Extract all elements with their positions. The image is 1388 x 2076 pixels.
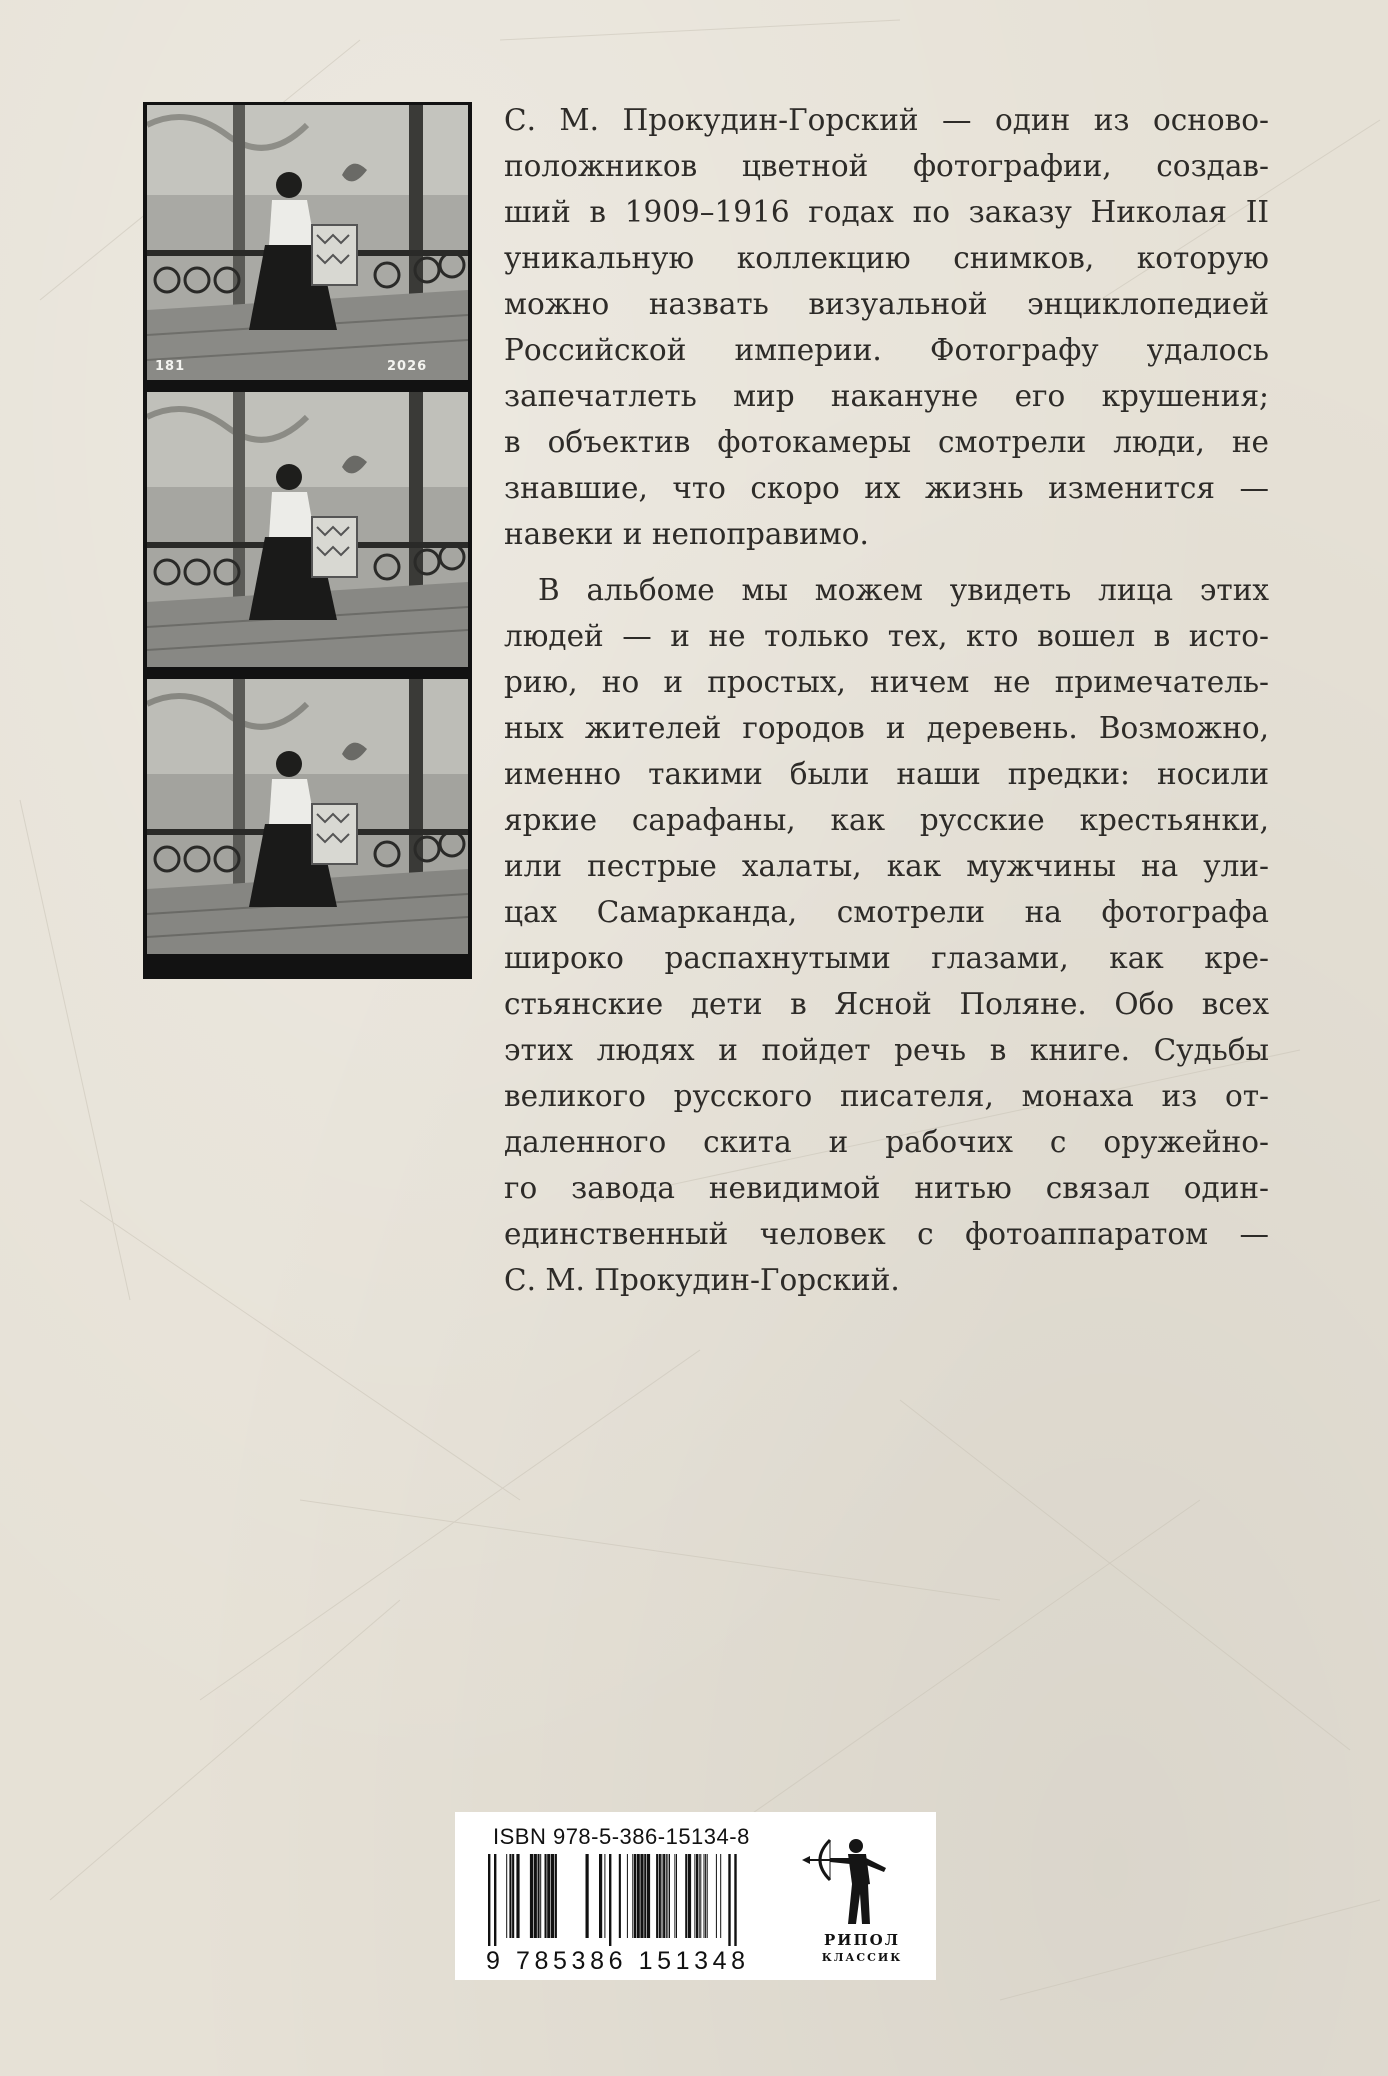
film-strip <box>143 102 472 979</box>
barcode-bar <box>704 1854 705 1938</box>
barcode-bar <box>604 1854 605 1938</box>
barcode-bar <box>674 1854 675 1938</box>
isbn-label: ISBN 978-5-386-15134-8 <box>493 1824 750 1849</box>
barcode-bar <box>512 1854 514 1938</box>
barcode-bar <box>530 1854 533 1938</box>
barcode-bar <box>699 1854 700 1938</box>
barcode-bar <box>540 1854 541 1938</box>
barcode-bar <box>647 1854 650 1938</box>
barcode-bar <box>545 1854 547 1938</box>
barcode-bar <box>534 1854 537 1938</box>
woman-on-balcony-photo-3 <box>147 679 468 954</box>
text-line: яркие сарафаны, как русские крестьянки, <box>504 803 1269 837</box>
film-frame-3 <box>147 679 468 954</box>
barcode-bar <box>734 1854 736 1946</box>
barcode-bar <box>707 1854 708 1938</box>
barcode-bar <box>659 1854 661 1938</box>
barcode-bar <box>666 1854 667 1938</box>
barcode-bar <box>705 1854 706 1938</box>
archer-icon <box>790 1828 900 1928</box>
text-line: цах Самарканда, смотрели на фотографа <box>504 895 1269 929</box>
barcode-bar <box>644 1854 646 1938</box>
barcode-bar <box>662 1854 663 1938</box>
text-line: ных жителей городов и деревень. Возможно, <box>504 711 1269 745</box>
barcode-bar <box>676 1854 677 1938</box>
barcode-bar <box>637 1854 640 1938</box>
barcode-bar <box>609 1854 611 1946</box>
description-paragraph-2 <box>504 567 1269 1303</box>
barcode-bar <box>634 1854 636 1938</box>
barcode-bar <box>619 1854 621 1938</box>
barcode-bar <box>516 1854 519 1938</box>
barcode-bar <box>667 1854 668 1938</box>
barcode-bar <box>509 1854 511 1938</box>
text-line: можно назвать визуальной энциклопедией <box>504 287 1269 321</box>
woman-on-balcony-photo-2 <box>147 392 468 667</box>
text-line: в объектив фотокамеры смотрели люди, не <box>504 425 1269 459</box>
publisher-subtitle: КЛАССИК <box>821 1951 903 1964</box>
barcode-bar <box>627 1854 628 1938</box>
barcode-bar <box>488 1854 490 1946</box>
text-line: даленного скита и рабочих с оружейно- <box>504 1125 1269 1159</box>
barcode-bars <box>488 1854 778 1946</box>
text-line: положников цветной фотографии, создав- <box>504 149 1269 183</box>
barcode-bar <box>551 1854 554 1938</box>
text-line: ший в 1909–1916 годах по заказу Николая II <box>504 195 1269 229</box>
text-line: Российской империи. Фотографу удалось <box>504 333 1269 367</box>
barcode-bar <box>640 1854 643 1938</box>
barcode-bar <box>688 1854 691 1938</box>
text-line: людей — и не только тех, кто вошел в исто- <box>504 619 1269 653</box>
barcode-bar <box>586 1854 589 1938</box>
text-line: С. М. Прокудин-Горский — один из осново- <box>504 103 1269 137</box>
barcode-bar <box>599 1854 602 1938</box>
barcode-digits: 9 785386 151348 <box>486 1947 750 1975</box>
barcode-bar <box>694 1854 695 1938</box>
barcode-bar <box>555 1854 557 1938</box>
film-frame-1: 181 2026 <box>147 105 468 380</box>
barcode-bar <box>669 1854 670 1938</box>
text-line: знавшие, что скоро их жизнь изменится — <box>504 471 1269 505</box>
barcode-bar <box>728 1854 730 1946</box>
description-paragraph-1 <box>504 97 1269 557</box>
text-line: великого русского писателя, монаха из от- <box>504 1079 1269 1113</box>
text-line: уникальную коллекцию снимков, которую <box>504 241 1269 275</box>
barcode-panel <box>455 1812 936 1980</box>
barcode-bar <box>663 1854 665 1938</box>
frame-edge-label: 2026 <box>387 359 428 374</box>
text-line: стьянские дети в Ясной Поляне. Обо всех <box>504 987 1269 1021</box>
film-frame-2 <box>147 392 468 667</box>
text-line: го завода невидимой нитью связал один- <box>504 1171 1269 1205</box>
text-line: запечатлеть мир накануне его крушения; <box>504 379 1269 413</box>
barcode-bar <box>716 1854 717 1938</box>
barcode-bar <box>696 1854 698 1938</box>
text-line: или пестрые халаты, как мужчины на ули- <box>504 849 1269 883</box>
barcode-bar <box>494 1854 496 1946</box>
text-line: С. М. Прокудин-Горский. <box>504 1263 900 1297</box>
text-line: рию, но и простых, ничем не примечатель- <box>504 665 1269 699</box>
barcode-bar <box>720 1854 721 1938</box>
publisher-name: РИПОЛ <box>824 1931 900 1949</box>
barcode-bar <box>506 1854 507 1938</box>
text-line: единственный человек с фотоаппаратом — <box>504 1217 1269 1251</box>
barcode-bar <box>700 1854 701 1938</box>
text-line: широко распахнутыми глазами, как кре- <box>504 941 1269 975</box>
barcode-bar <box>538 1854 540 1938</box>
text-line: навеки и непоправимо. <box>504 517 869 551</box>
text-line: этих людях и пойдет речь в книге. Судьбы <box>504 1033 1269 1067</box>
woman-on-balcony-photo-1 <box>147 105 468 380</box>
barcode-bar <box>656 1854 658 1938</box>
barcode-bar <box>632 1854 633 1938</box>
text-line: именно такими были наши предки: носили <box>504 757 1269 791</box>
text-line: В альбоме мы можем увидеть лица этих <box>538 573 1269 607</box>
barcode-bar <box>547 1854 550 1938</box>
barcode-bar <box>685 1854 687 1938</box>
cover-description <box>504 97 1269 1303</box>
